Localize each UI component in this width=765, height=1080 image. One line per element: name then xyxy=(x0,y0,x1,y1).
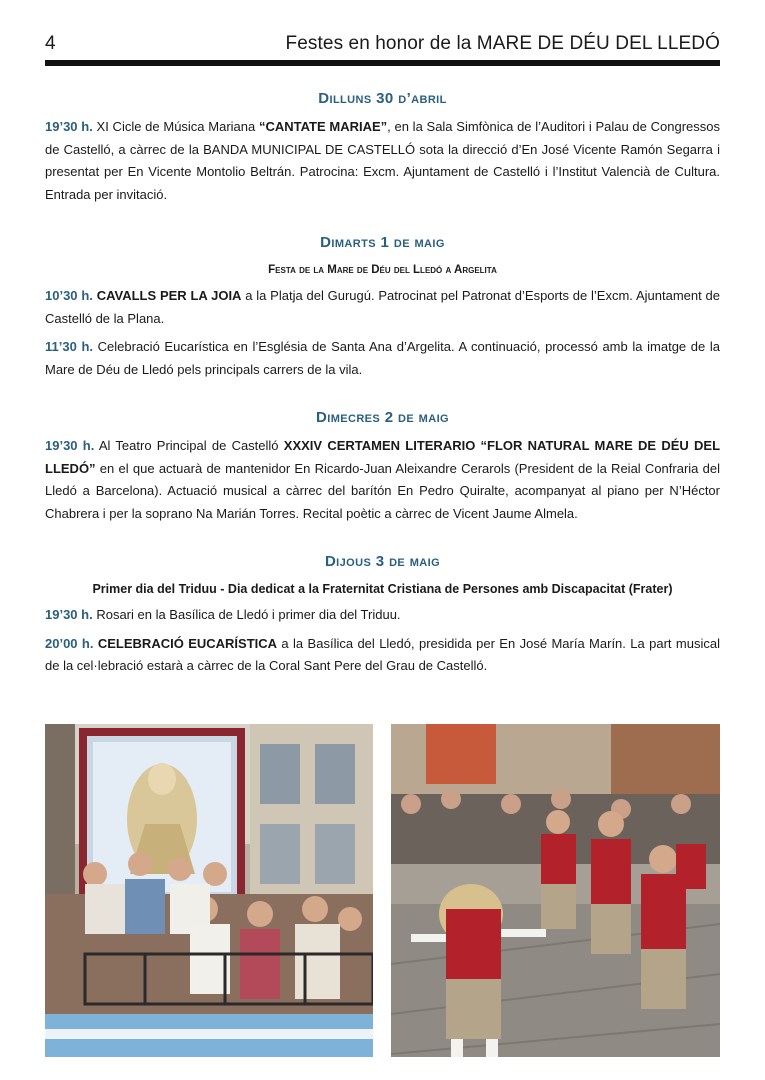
program-entry xyxy=(45,285,720,330)
photo-children-dance xyxy=(391,724,720,1057)
entry-time: 19’30 h. xyxy=(45,438,95,453)
entry-time: 10’30 h. xyxy=(45,288,93,303)
entry-text: a la Platja del Gurugú. Patrocinat pel Patronat d’Esports de l’Excm. Ajuntament de Castelló de la Plana. xyxy=(45,288,720,326)
entry-text: Celebració Eucarística en l’Església de Santa Ana d’Argelita. A continuació, processó amb la imatge de la Mare de Déu de Lledó pels principals carrers de la vila. xyxy=(45,339,720,377)
program-entry xyxy=(45,435,720,525)
program-entry xyxy=(45,633,720,678)
day-heading-monday: Dilluns 30 d’abril xyxy=(318,90,447,107)
entry-highlight: “CANTATE MARIAE” xyxy=(258,119,388,134)
page-number: 4 xyxy=(45,33,56,54)
entry-highlight: XXXIV CERTAMEN LITERARIO “FLOR NATURAL MARE DE DÉU DEL LLEDÓ” xyxy=(45,438,721,476)
photo-procession-float xyxy=(45,724,373,1057)
entry-highlight: CAVALLS PER LA JOIA xyxy=(96,288,242,303)
day-subheading: Festa de la Mare de Déu del Lledó a Argelita xyxy=(268,264,497,276)
entry-text: Rosari en la Basílica de Lledó i primer dia del Triduu. xyxy=(96,607,401,622)
entry-time: 19’30 h. xyxy=(45,607,93,622)
program-content xyxy=(45,88,720,684)
program-entry xyxy=(45,336,720,381)
entry-highlight: CELEBRACIÓ EUCARÍSTICA xyxy=(97,635,278,651)
day-heading-wednesday: Dimecres 2 de maig xyxy=(316,409,449,426)
program-entry xyxy=(45,604,720,627)
entry-time: 19’30 h. xyxy=(45,119,93,134)
entry-text: XI Cicle de Música Mariana xyxy=(96,119,256,134)
day-heading-thursday: Dijous 3 de maig xyxy=(324,553,441,570)
entry-time: 20’00 h. xyxy=(45,635,94,651)
entry-time: 11’30 h. xyxy=(45,339,94,354)
day-subheading: Primer dia del Triduu - Dia dedicat a la Fraternitat Cristiana de Persones amb Discapacitat (Frater) xyxy=(92,582,673,596)
running-title: Festes en honor de la MARE DE DÉU DEL LLEDÓ xyxy=(285,33,720,54)
entry-text: Al Teatro Principal de Castelló xyxy=(98,438,279,453)
program-entry xyxy=(45,116,720,206)
entry-text: a la Basílica del Lledó, presidida per En José María Marín. La part musical de la cel·lebració estarà a càrrec de la Coral Sant Pere del Grau de Castelló. xyxy=(45,635,720,673)
entry-text: en el que actuarà de mantenidor En Ricardo-Juan Aleixandre Cerarols (President de la Reial Confraria del Lledó a Barcelona). Actuació musical a càrrec del barítón En Pedro Quiralte, acompanyat al piano per N’Héctor Chabrera i per la soprano Na Marián Torres. Recital poètic a càrrec de Vicent Jaume Almela. xyxy=(45,460,720,521)
entry-text: , en la Sala Simfònica de l’Auditori i Palau de Congressos de Castelló, a càrrec de la BANDA MUNICIPAL DE CASTELLÓ sota la direcció d’En José Vicente Ramón Segarra i presentat per En Vicente Montolio Beltrán. Patrocina: Excm. Ajuntament de Castelló i l’Institut Valencià de Cultura. Entrada per invitació. xyxy=(45,119,720,202)
day-heading-tuesday: Dimarts 1 de maig xyxy=(320,234,445,251)
header-rule xyxy=(45,60,720,66)
